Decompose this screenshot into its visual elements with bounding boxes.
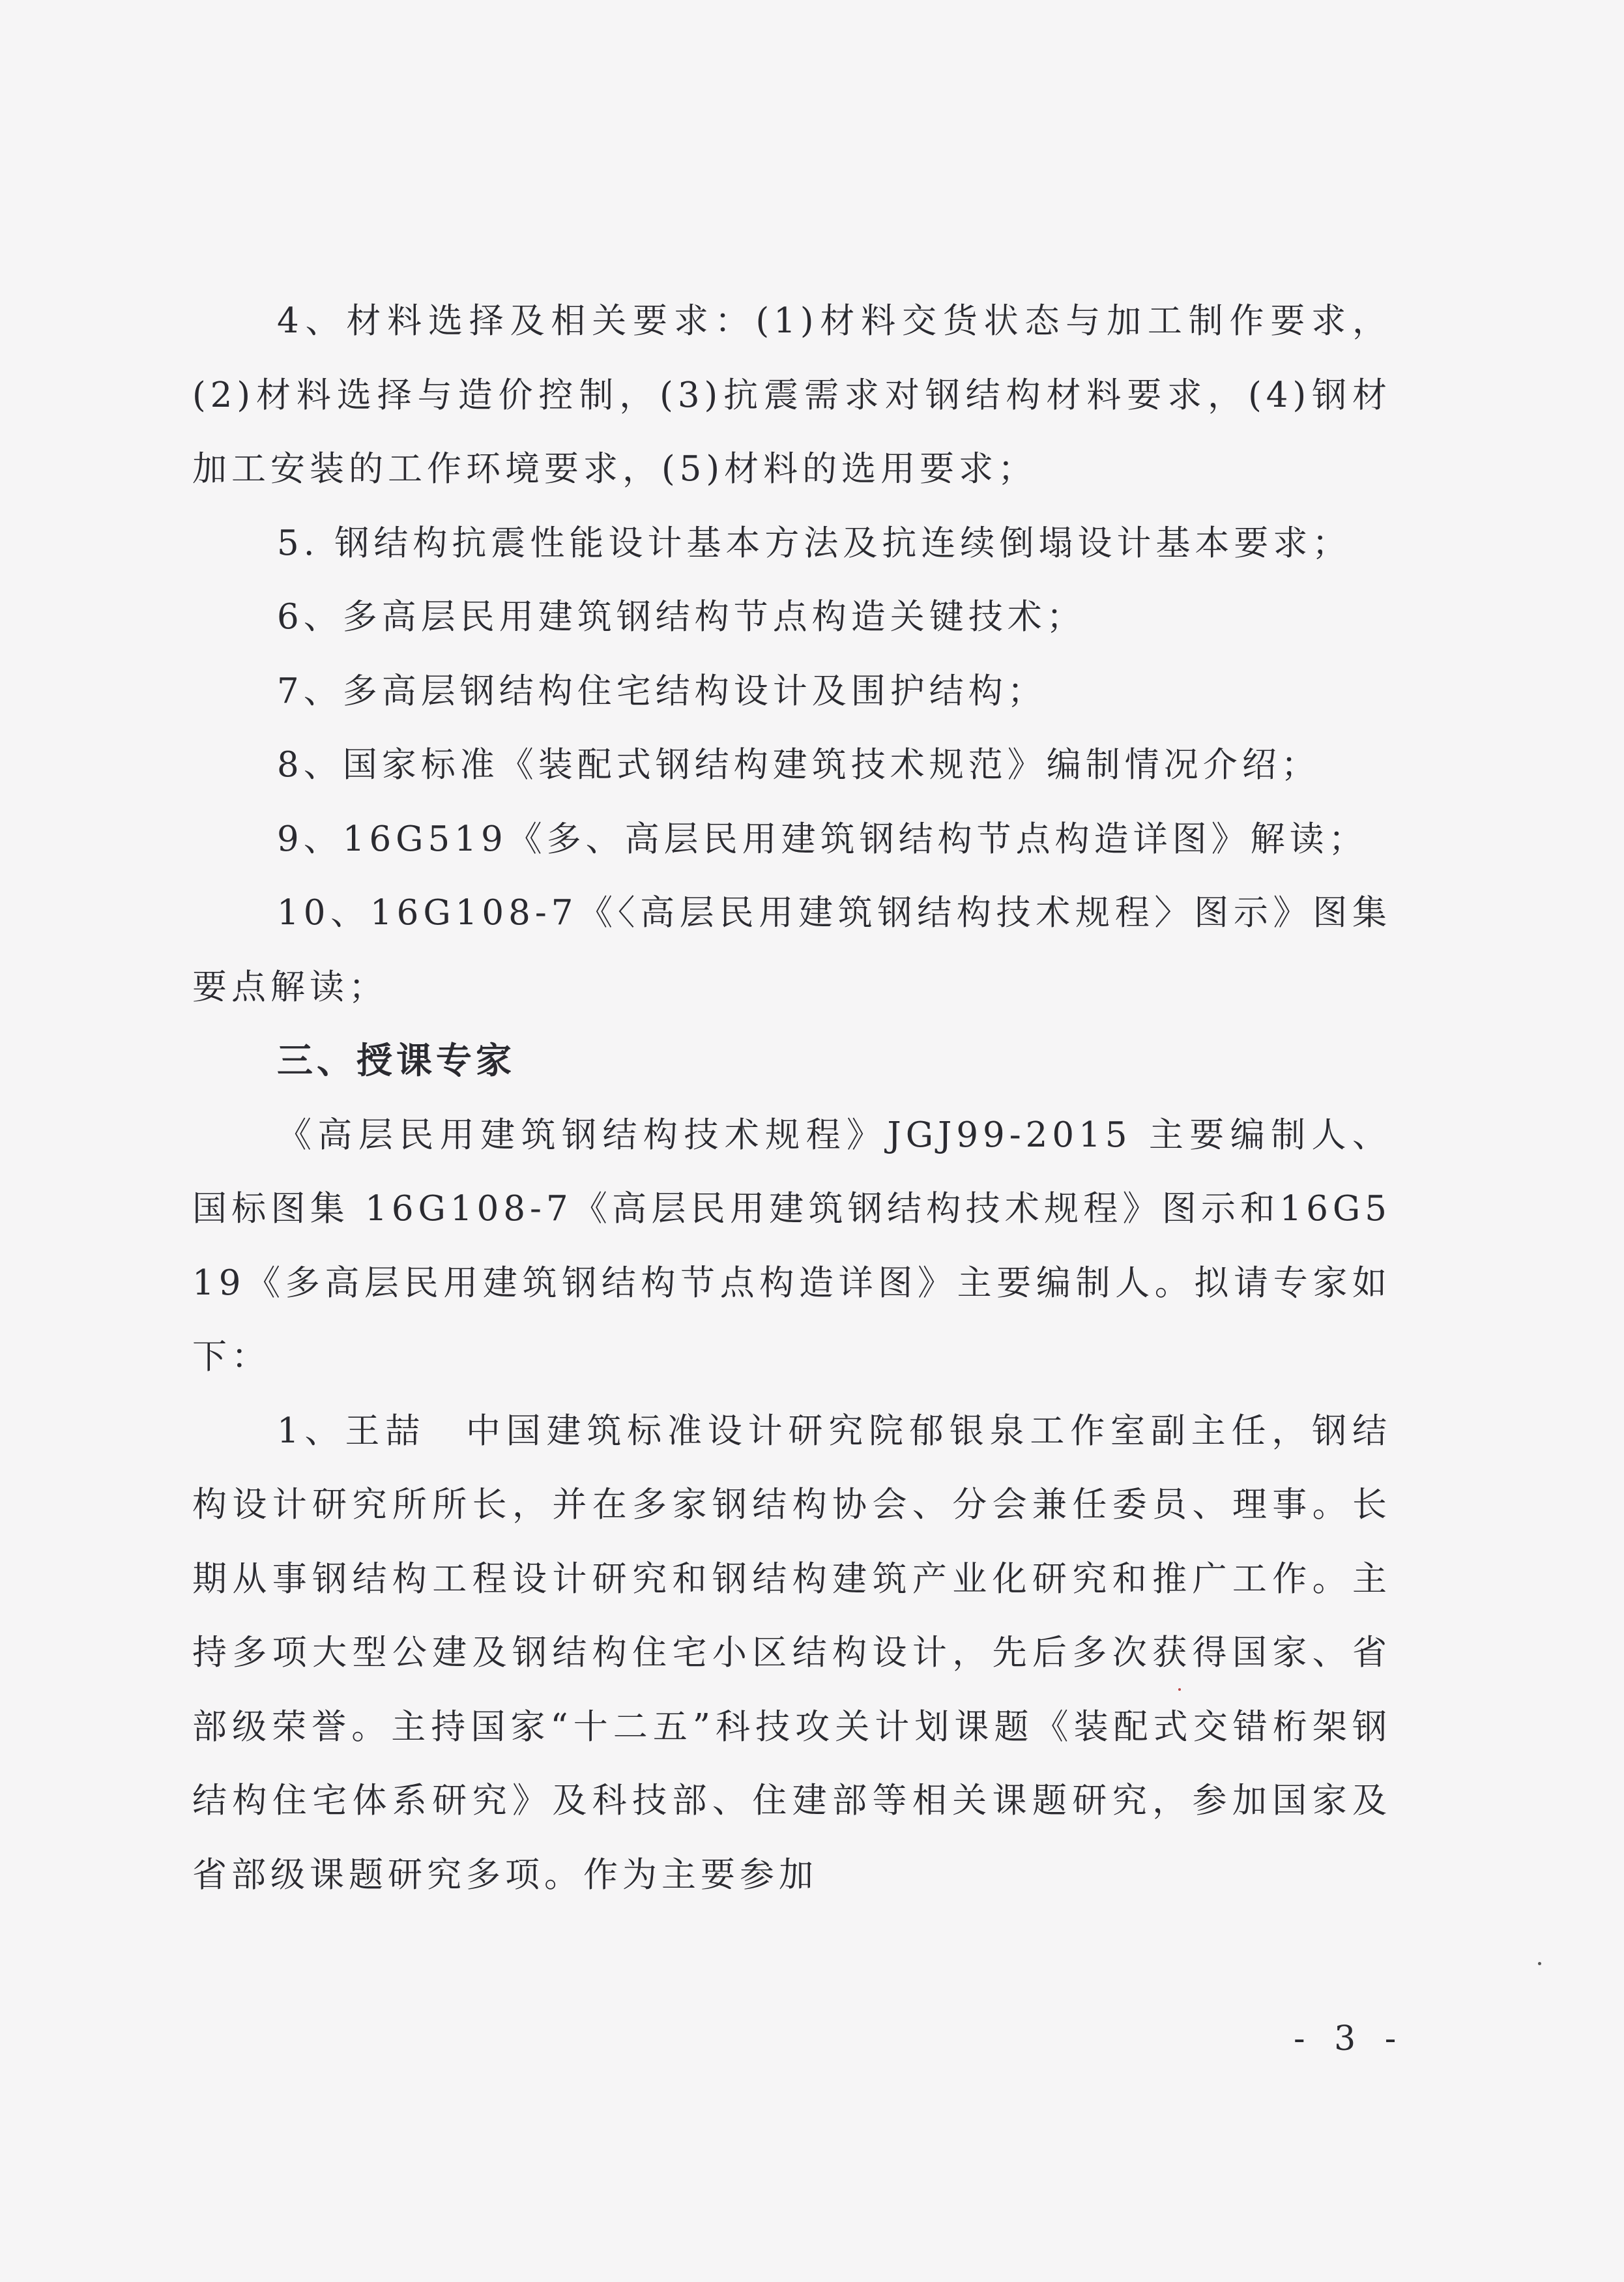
list-item-joint-technology: 6、多高层民用建筑钢结构节点构造关键技术； — [277, 597, 1086, 637]
experts-intro-paragraph: 《高层民用建筑钢结构技术规程》JGJ99-2015 主要编制人、国标图集 16G108-7《高层民用建筑钢结构技术规程》图示和16G519《多高层民用建筑钢结构节点构造详图》主要编制人。拟请专家如下： — [192, 1115, 1391, 1377]
document-body — [192, 284, 1391, 1912]
list-item-materials: 4、材料选择及相关要求：(1)材料交货状态与加工制作要求，(2)材料选择与造价控制，(3)抗震需求对钢结构材料要求，(4)钢材加工安装的工作环境要求，(5)材料的选用要求； — [192, 301, 1391, 489]
list-item-16g108-7: 10、16G108-7《〈高层民用建筑钢结构技术规程〉图示》图集要点解读； — [192, 893, 1391, 1007]
expert-wang-zhe-paragraph: 1、王喆 中国建筑标准设计研究院郁银泉工作室副主任，钢结构设计研究所所长，并在多家钢结构协会、分会兼任委员、理事。长期从事钢结构工程设计研究和钢结构建筑产业化研究和推广工作。主持多项大型公建及钢结构住宅小区结构设计，先后多次获得国家、省部级荣誉。主持国家“十二五”科技攻关计划课题《装配式交错桁架钢结构住宅体系研究》及科技部、住建部等相关课题研究，参加国家及省部级课题研究多项。作为主要参加 — [192, 1411, 1391, 1895]
section-heading-experts: 三、授课专家 — [277, 1040, 516, 1081]
scan-speck — [1538, 1962, 1541, 1965]
list-item-seismic-design: 5. 钢结构抗震性能设计基本方法及抗连续倒塌设计基本要求； — [277, 523, 1352, 563]
list-item-16g519: 9、16G519《多、高层民用建筑钢结构节点构造详图》解读； — [277, 819, 1368, 859]
scan-speck — [1178, 1688, 1181, 1691]
list-item-national-standard: 8、国家标准《装配式钢结构建筑技术规范》编制情况介绍； — [277, 745, 1320, 785]
page-number: - 3 - — [1294, 2019, 1406, 2058]
list-item-residential-design: 7、多高层钢结构住宅结构设计及围护结构； — [277, 671, 1047, 711]
